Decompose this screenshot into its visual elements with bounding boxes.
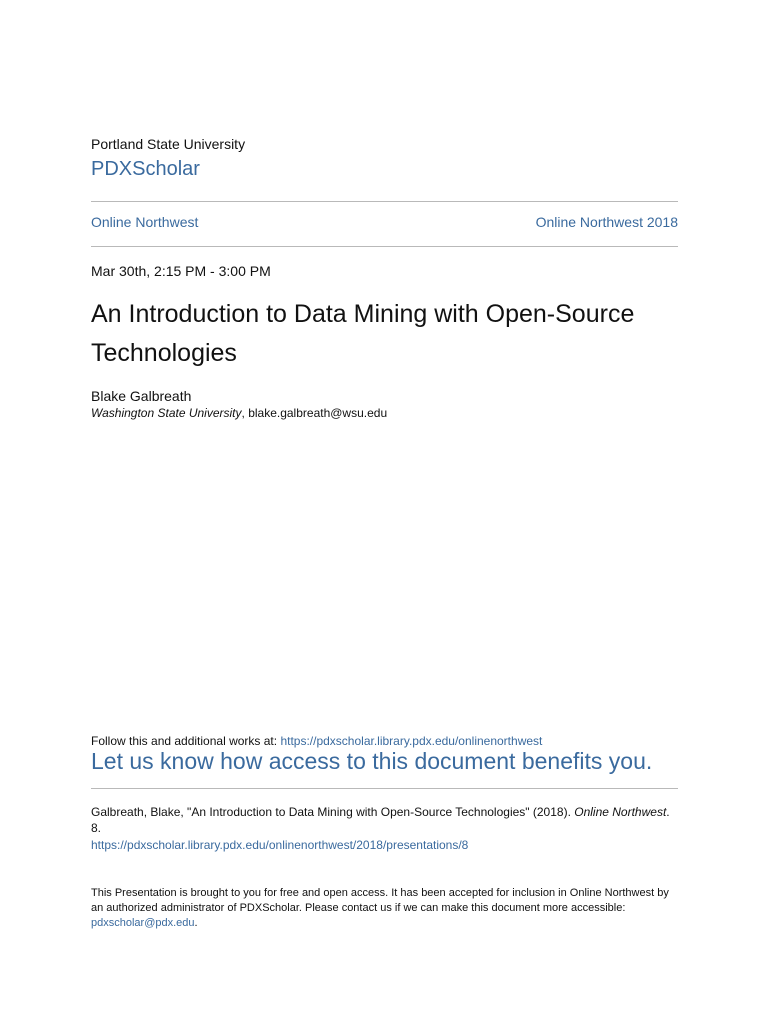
author-name: Blake Galbreath — [91, 388, 192, 404]
affiliation-separator: , — [241, 406, 249, 420]
author-email: blake.galbreath@wsu.edu — [248, 406, 388, 420]
event-date: Mar 30th, 2:15 PM - 3:00 PM — [91, 263, 271, 279]
citation-body: Galbreath, Blake, "An Introduction to Data Mining with Open-Source Technologies" (2018). — [91, 805, 575, 819]
follow-prefix: Follow this and additional works at: — [91, 734, 281, 748]
benefit-feedback-link[interactable]: Let us know how access to this document benefits you. — [91, 748, 653, 774]
follow-link[interactable]: https://pdxscholar.library.pdx.edu/onlinenorthwest — [280, 734, 543, 748]
page-title: An Introduction to Data Mining with Open-Source Technologies — [91, 300, 635, 367]
author-affiliation — [91, 406, 387, 420]
institution-name: Portland State University — [91, 136, 246, 152]
notice-body: This Presentation is brought to you for free and open access. It has been accepted for inclusion in Online Northwest by an authorized administrator of PDXScholar. Please contact us if we can make this document more accessible: — [91, 887, 669, 914]
repository-link[interactable]: PDXScholar — [91, 158, 200, 180]
breadcrumb-series-link[interactable]: Online Northwest — [91, 214, 199, 230]
notice-end: . — [194, 917, 198, 929]
divider-breadcrumb — [91, 246, 678, 247]
divider-top — [91, 201, 678, 202]
citation-suffix: . 8. — [91, 805, 670, 835]
citation-series: Online Northwest — [574, 805, 667, 819]
citation-text — [91, 804, 678, 836]
affiliation-institution: Washington State University — [91, 406, 242, 420]
citation-link[interactable]: https://pdxscholar.library.pdx.edu/onlinenorthwest/2018/presentations/8 — [91, 838, 469, 852]
cover-page — [91, 0, 678, 1024]
contact-email-link[interactable]: pdxscholar@pdx.edu — [91, 917, 195, 929]
divider-citation — [91, 788, 678, 789]
follow-line — [91, 734, 542, 748]
breadcrumb — [91, 214, 678, 230]
breadcrumb-event-link[interactable]: Online Northwest 2018 — [535, 214, 678, 230]
access-notice — [91, 886, 678, 931]
